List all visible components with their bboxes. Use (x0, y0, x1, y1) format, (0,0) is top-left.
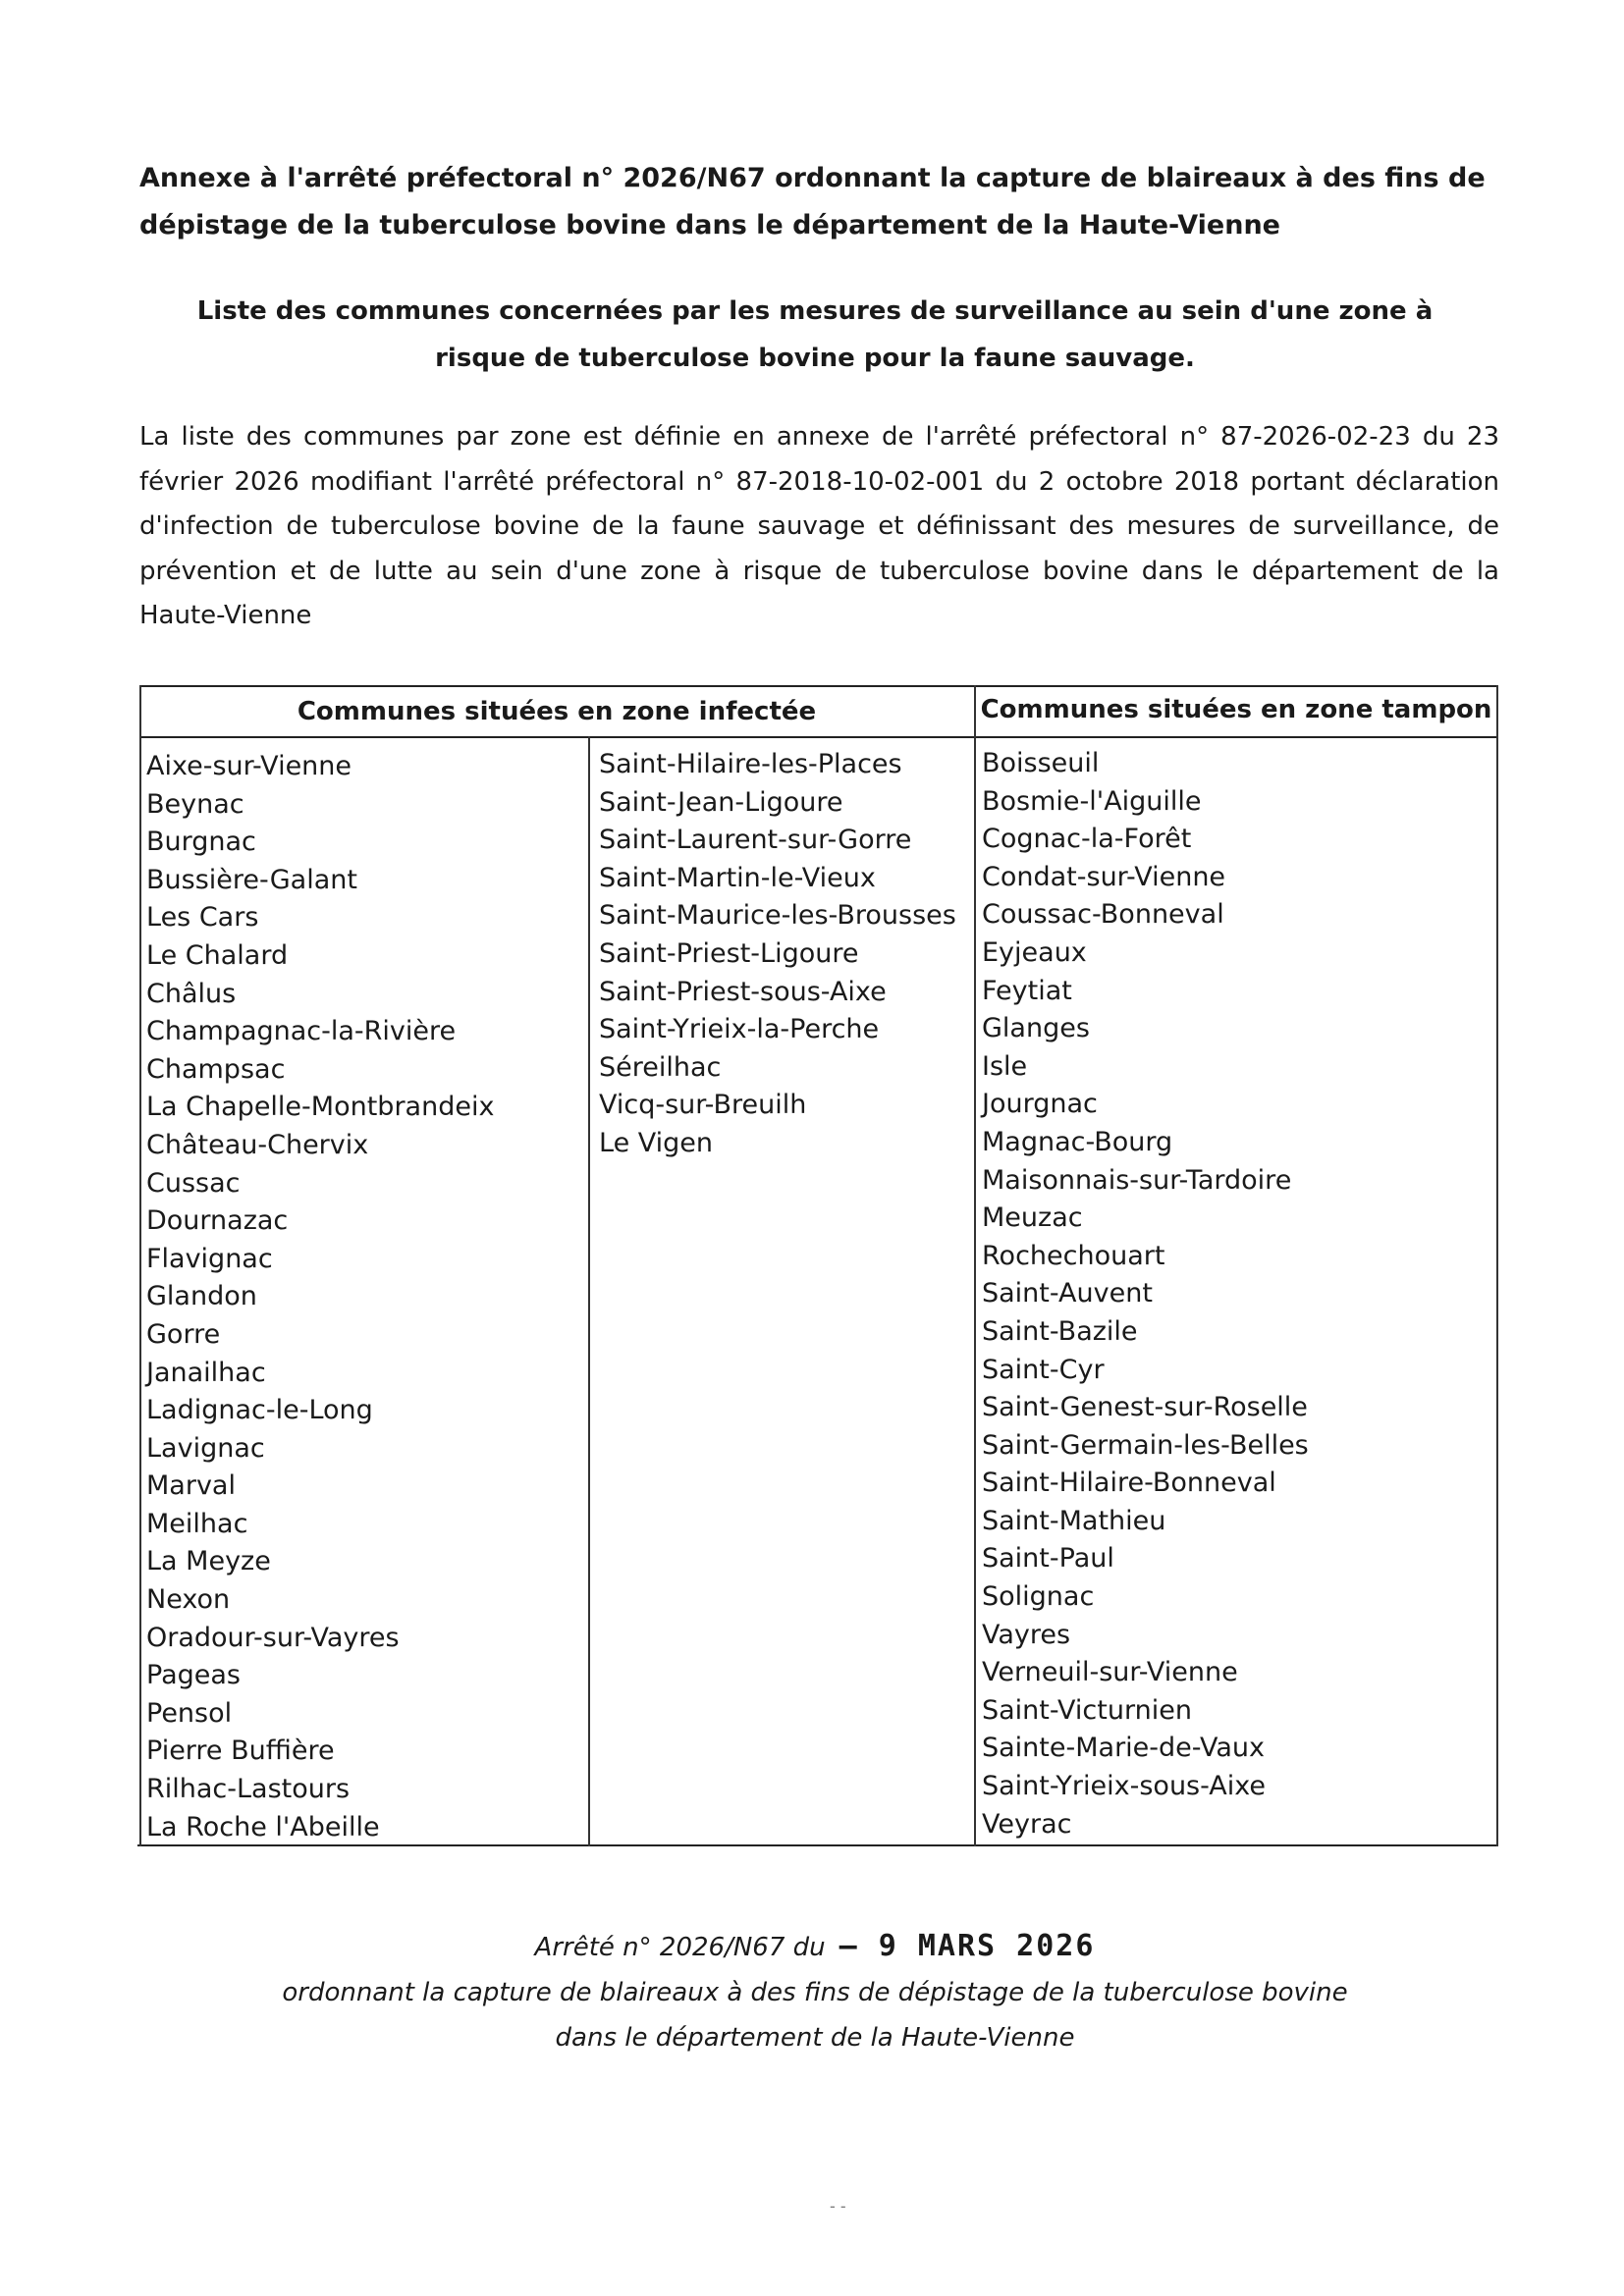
commune-item: Beynac (146, 788, 244, 820)
commune-item: Vicq-sur-Breuilh (599, 1090, 807, 1121)
commune-item: Glandon (146, 1281, 257, 1312)
commune-item: Bussière-Galant (146, 864, 357, 895)
table-header-divider (139, 736, 1498, 738)
footer-line-3: dans le département de la Haute-Vienne (555, 2023, 1075, 2053)
commune-item: Saint-Jean-Ligoure (599, 786, 843, 818)
footer-reference (245, 1924, 1384, 2060)
commune-item: Ladignac-le-Long (146, 1395, 373, 1426)
commune-item: Saint-Priest-Ligoure (599, 937, 859, 969)
commune-item: Saint-Paul (982, 1543, 1114, 1575)
commune-item: Isle (982, 1050, 1028, 1082)
commune-item: Sainte-Marie-de-Vaux (982, 1733, 1265, 1764)
commune-item: Eyjeaux (982, 936, 1087, 968)
commune-item: Verneuil-sur-Vienne (982, 1657, 1238, 1688)
infected-communes-list-2 (599, 746, 970, 1163)
commune-item: Janailhac (146, 1357, 266, 1388)
commune-item: Saint-Yrieix-sous-Aixe (982, 1771, 1266, 1802)
commune-item: Oradour-sur-Vayres (146, 1622, 400, 1653)
header-buffer-zone: Communes situées en zone tampon (980, 695, 1492, 724)
header-infected-zone: Communes situées en zone infectée (297, 697, 817, 726)
commune-item: Saint-Hilaire-les-Places (599, 749, 902, 779)
commune-item: Vayres (982, 1619, 1071, 1650)
commune-item: Meuzac (982, 1202, 1083, 1234)
commune-item: Saint-Cyr (982, 1354, 1105, 1385)
commune-item: Gorre (146, 1318, 221, 1350)
footer-line-1 (245, 1924, 1384, 1970)
commune-item: La Meyze (146, 1546, 271, 1577)
commune-item: Saint-Victurnien (982, 1694, 1192, 1726)
date-stamp: – 9 MARS 2026 (839, 1929, 1096, 1963)
commune-item: Marval (146, 1470, 236, 1502)
commune-item: Rochechouart (982, 1240, 1165, 1271)
intro-paragraph: La liste des communes par zone est définie en annexe de l'arrêté préfectoral n° 87-2026-02-23 du 23 février 2026 modifiant l'arrêté préfectoral n° 87-2018-10-02-001 du 2 octobre 2018 portant déclaration d'infection de tuberculose bovine de la faune sauvage et définissant des mesures de surveillance, de prévention et de lutte au sein d'une zone à risque de tuberculose bovine dans le département de la Haute-Vienne (139, 422, 1499, 630)
commune-item: La Chapelle-Montbrandeix (146, 1092, 495, 1123)
commune-item: Meilhac (146, 1508, 248, 1539)
commune-item: Le Vigen (599, 1127, 714, 1158)
commune-item: La Roche l'Abeille (146, 1811, 380, 1842)
footer-ref: Arrêté n° 2026/N67 du (534, 1933, 826, 1962)
commune-item: Condat-sur-Vienne (982, 861, 1226, 892)
commune-item: Séreilhac (599, 1051, 722, 1083)
commune-item: Nexon (146, 1584, 231, 1616)
table-left-border (139, 685, 141, 1846)
commune-item: Magnac-Bourg (982, 1126, 1173, 1157)
commune-item: Lavignac (146, 1432, 265, 1464)
list-subtitle: Liste des communes concernées par les mesures de surveillance au sein d'une zone à risque de tuberculose bovine pour la faune sauvage. (196, 296, 1434, 373)
commune-item: Château-Chervix (146, 1129, 369, 1160)
commune-item: Solignac (982, 1581, 1095, 1613)
commune-item: Boisseuil (982, 748, 1100, 778)
commune-item: Saint-Auvent (982, 1278, 1153, 1309)
commune-item: Pageas (146, 1660, 241, 1691)
commune-item: Châlus (146, 978, 237, 1009)
commune-item: Flavignac (146, 1243, 273, 1274)
commune-item: Saint-Martin-le-Vieux (599, 862, 876, 893)
commune-item: Bosmie-l'Aiguille (982, 785, 1202, 817)
commune-item: Cognac-la-Forêt (982, 824, 1192, 855)
communes-table (137, 685, 1498, 1846)
infected-communes-list-1 (146, 748, 583, 1846)
commune-item: Saint-Bazile (982, 1315, 1138, 1347)
commune-item: Pierre Buffière (146, 1735, 335, 1767)
commune-item: Dournazac (146, 1205, 289, 1237)
footer-line-2: ordonnant la capture de blaireaux à des fins de dépistage de la tuberculose bovine (282, 1978, 1348, 2007)
commune-item: Les Cars (146, 902, 259, 934)
commune-item: Saint-Hilaire-Bonneval (982, 1468, 1276, 1499)
table-infected-col-divider (588, 736, 590, 1846)
commune-item: Aixe-sur-Vienne (146, 751, 352, 781)
commune-item: Cussac (146, 1167, 241, 1199)
commune-item: Glanges (982, 1013, 1090, 1044)
commune-item: Coussac-Bonneval (982, 899, 1224, 931)
table-right-border (1496, 685, 1498, 1846)
table-zone-divider (974, 685, 976, 1846)
commune-item: Saint-Laurent-sur-Gorre (599, 825, 912, 856)
commune-item: Rilhac-Lastours (146, 1774, 351, 1805)
commune-item: Maisonnais-sur-Tardoire (982, 1164, 1292, 1196)
commune-item: Saint-Genest-sur-Roselle (982, 1392, 1308, 1423)
commune-item: Saint-Germain-les-Belles (982, 1429, 1309, 1461)
commune-item: Saint-Yrieix-la-Perche (599, 1014, 880, 1045)
commune-item: Champagnac-la-Rivière (146, 1016, 457, 1047)
commune-item: Veyrac (982, 1808, 1072, 1840)
commune-item: Jourgnac (982, 1089, 1098, 1120)
scan-mark: - - (830, 2197, 846, 2216)
commune-item: Saint-Maurice-les-Brousses (599, 900, 956, 932)
table-top-border (139, 685, 1498, 687)
commune-item: Champsac (146, 1053, 286, 1085)
commune-item: Pensol (146, 1697, 233, 1729)
commune-item: Feytiat (982, 975, 1072, 1006)
buffer-communes-list (982, 745, 1492, 1843)
commune-item: Saint-Priest-sous-Aixe (599, 976, 887, 1007)
commune-item: Saint-Mathieu (982, 1505, 1166, 1536)
commune-item: Burgnac (146, 827, 256, 858)
annex-title: Annexe à l'arrêté préfectoral n° 2026/N67 ordonnant la capture de blaireaux à des fins de dépistage de la tuberculose bovine dans le département de la Haute-Vienne (139, 163, 1486, 240)
commune-item: Le Chalard (146, 939, 289, 971)
